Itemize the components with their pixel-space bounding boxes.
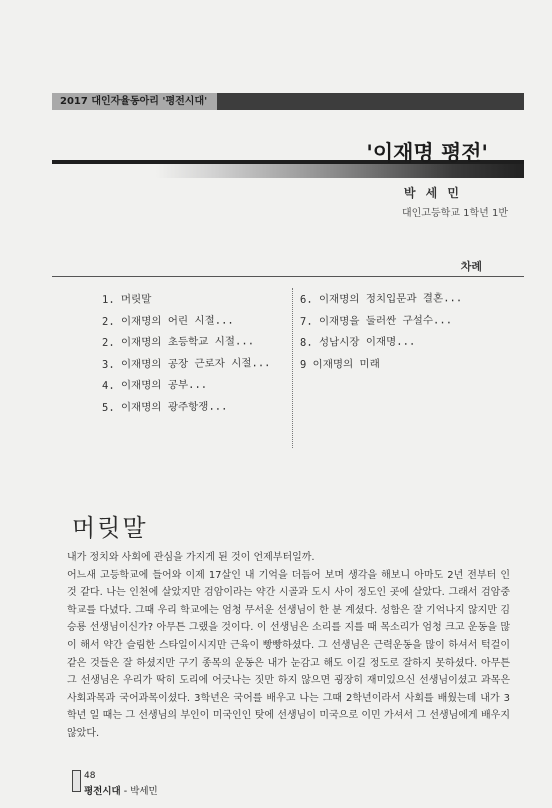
author-name: 박 세 민 <box>403 186 462 200</box>
series-label: 2017 대인자율동아리 '평전시대' <box>52 93 217 110</box>
toc-left-column <box>102 289 270 418</box>
page-marker-icon <box>72 770 81 792</box>
footer-publication: 평전시대 <box>84 786 121 797</box>
toc-item: 5. 이재명의 광주항쟁... <box>101 400 228 414</box>
page-title: '이재명 평전' <box>366 141 488 165</box>
paragraph: 어느새 고등학교에 들어와 이제 17살인 내 기억을 더듬어 보며 생각을 해보니 아마도 2년 전부터 인 것 같다. 나는 인천에 살았지만 검암이라는 약간 시골과 도시 사이 정도인 곳에 살았다. 그래서 검암중학교를 다녔다. 그때 우리 학교에는 엄청 무서운 선생님이 한 분 계셨다. 성함은 잘 기억나지 않지만 김승룡 선생님이신가? 아무튼 그랬을 것이다. 이 선생님은 소리를 지를 때 목소리가 엄청 크고 운동을 많이 해서 약간 슬림한 스타일이시지만 근육이 빵빵하셨다. 그 선생님은 근력운동을 많이 하셔서 턱걸이 같은 것들은 잘 하셨지만 구기 종목의 운동은 내가 눈감고 해도 이길 정도로 잘하지 못하셨다. 아무튼 그 선생님은 우리가 딱히 도리에 어긋나는 짓만 하지 않으면 굉장히 재미있으신 선생님이셨고 과목은 사회과목과 국어과목이셨다. 3학년은 국어를 배우고 나는 그때 2학년이라서 사회를 배웠는데 내가 3학년 일 때는 그 선생님의 부인이 미국인인 탓에 선생님이 미국으로 이민 가셔서 그 선생님에게 배우지 않았다. <box>67 569 510 739</box>
toc-divider <box>292 288 294 448</box>
toc-item: 6. 이재명의 정치입문과 결혼... <box>299 292 463 306</box>
toc-item: 9 이재명의 미래 <box>299 357 380 371</box>
toc-rule <box>52 276 524 277</box>
toc-item: 4. 이재명의 공부... <box>101 378 208 392</box>
page-number: 48 <box>84 771 96 781</box>
toc-item: 8. 성남시장 이재명... <box>299 335 416 349</box>
paragraph: 내가 정치와 사회에 관심을 가지게 된 것이 언제부터일까. <box>67 552 315 563</box>
toc-right-column <box>300 289 462 375</box>
toc-item: 2. 이재명의 초등학교 시절... <box>101 335 255 349</box>
toc-heading: 차례 <box>460 260 482 273</box>
toc-item: 1. 머릿말 <box>101 293 152 306</box>
section-heading: 머릿말 <box>72 514 148 542</box>
toc-item: 3. 이재명의 공장 근로자 시절... <box>101 356 271 371</box>
footer-separator: - <box>120 786 131 797</box>
body-text <box>67 549 510 743</box>
author-school: 대인고등학교 1학년 1반 <box>401 208 508 219</box>
toc-item: 2. 이재명의 어린 시절... <box>101 314 234 328</box>
toc-item: 7. 이재명을 둘러싼 구설수... <box>299 313 453 328</box>
running-footer <box>84 783 158 797</box>
footer-author: 박세민 <box>130 786 158 797</box>
